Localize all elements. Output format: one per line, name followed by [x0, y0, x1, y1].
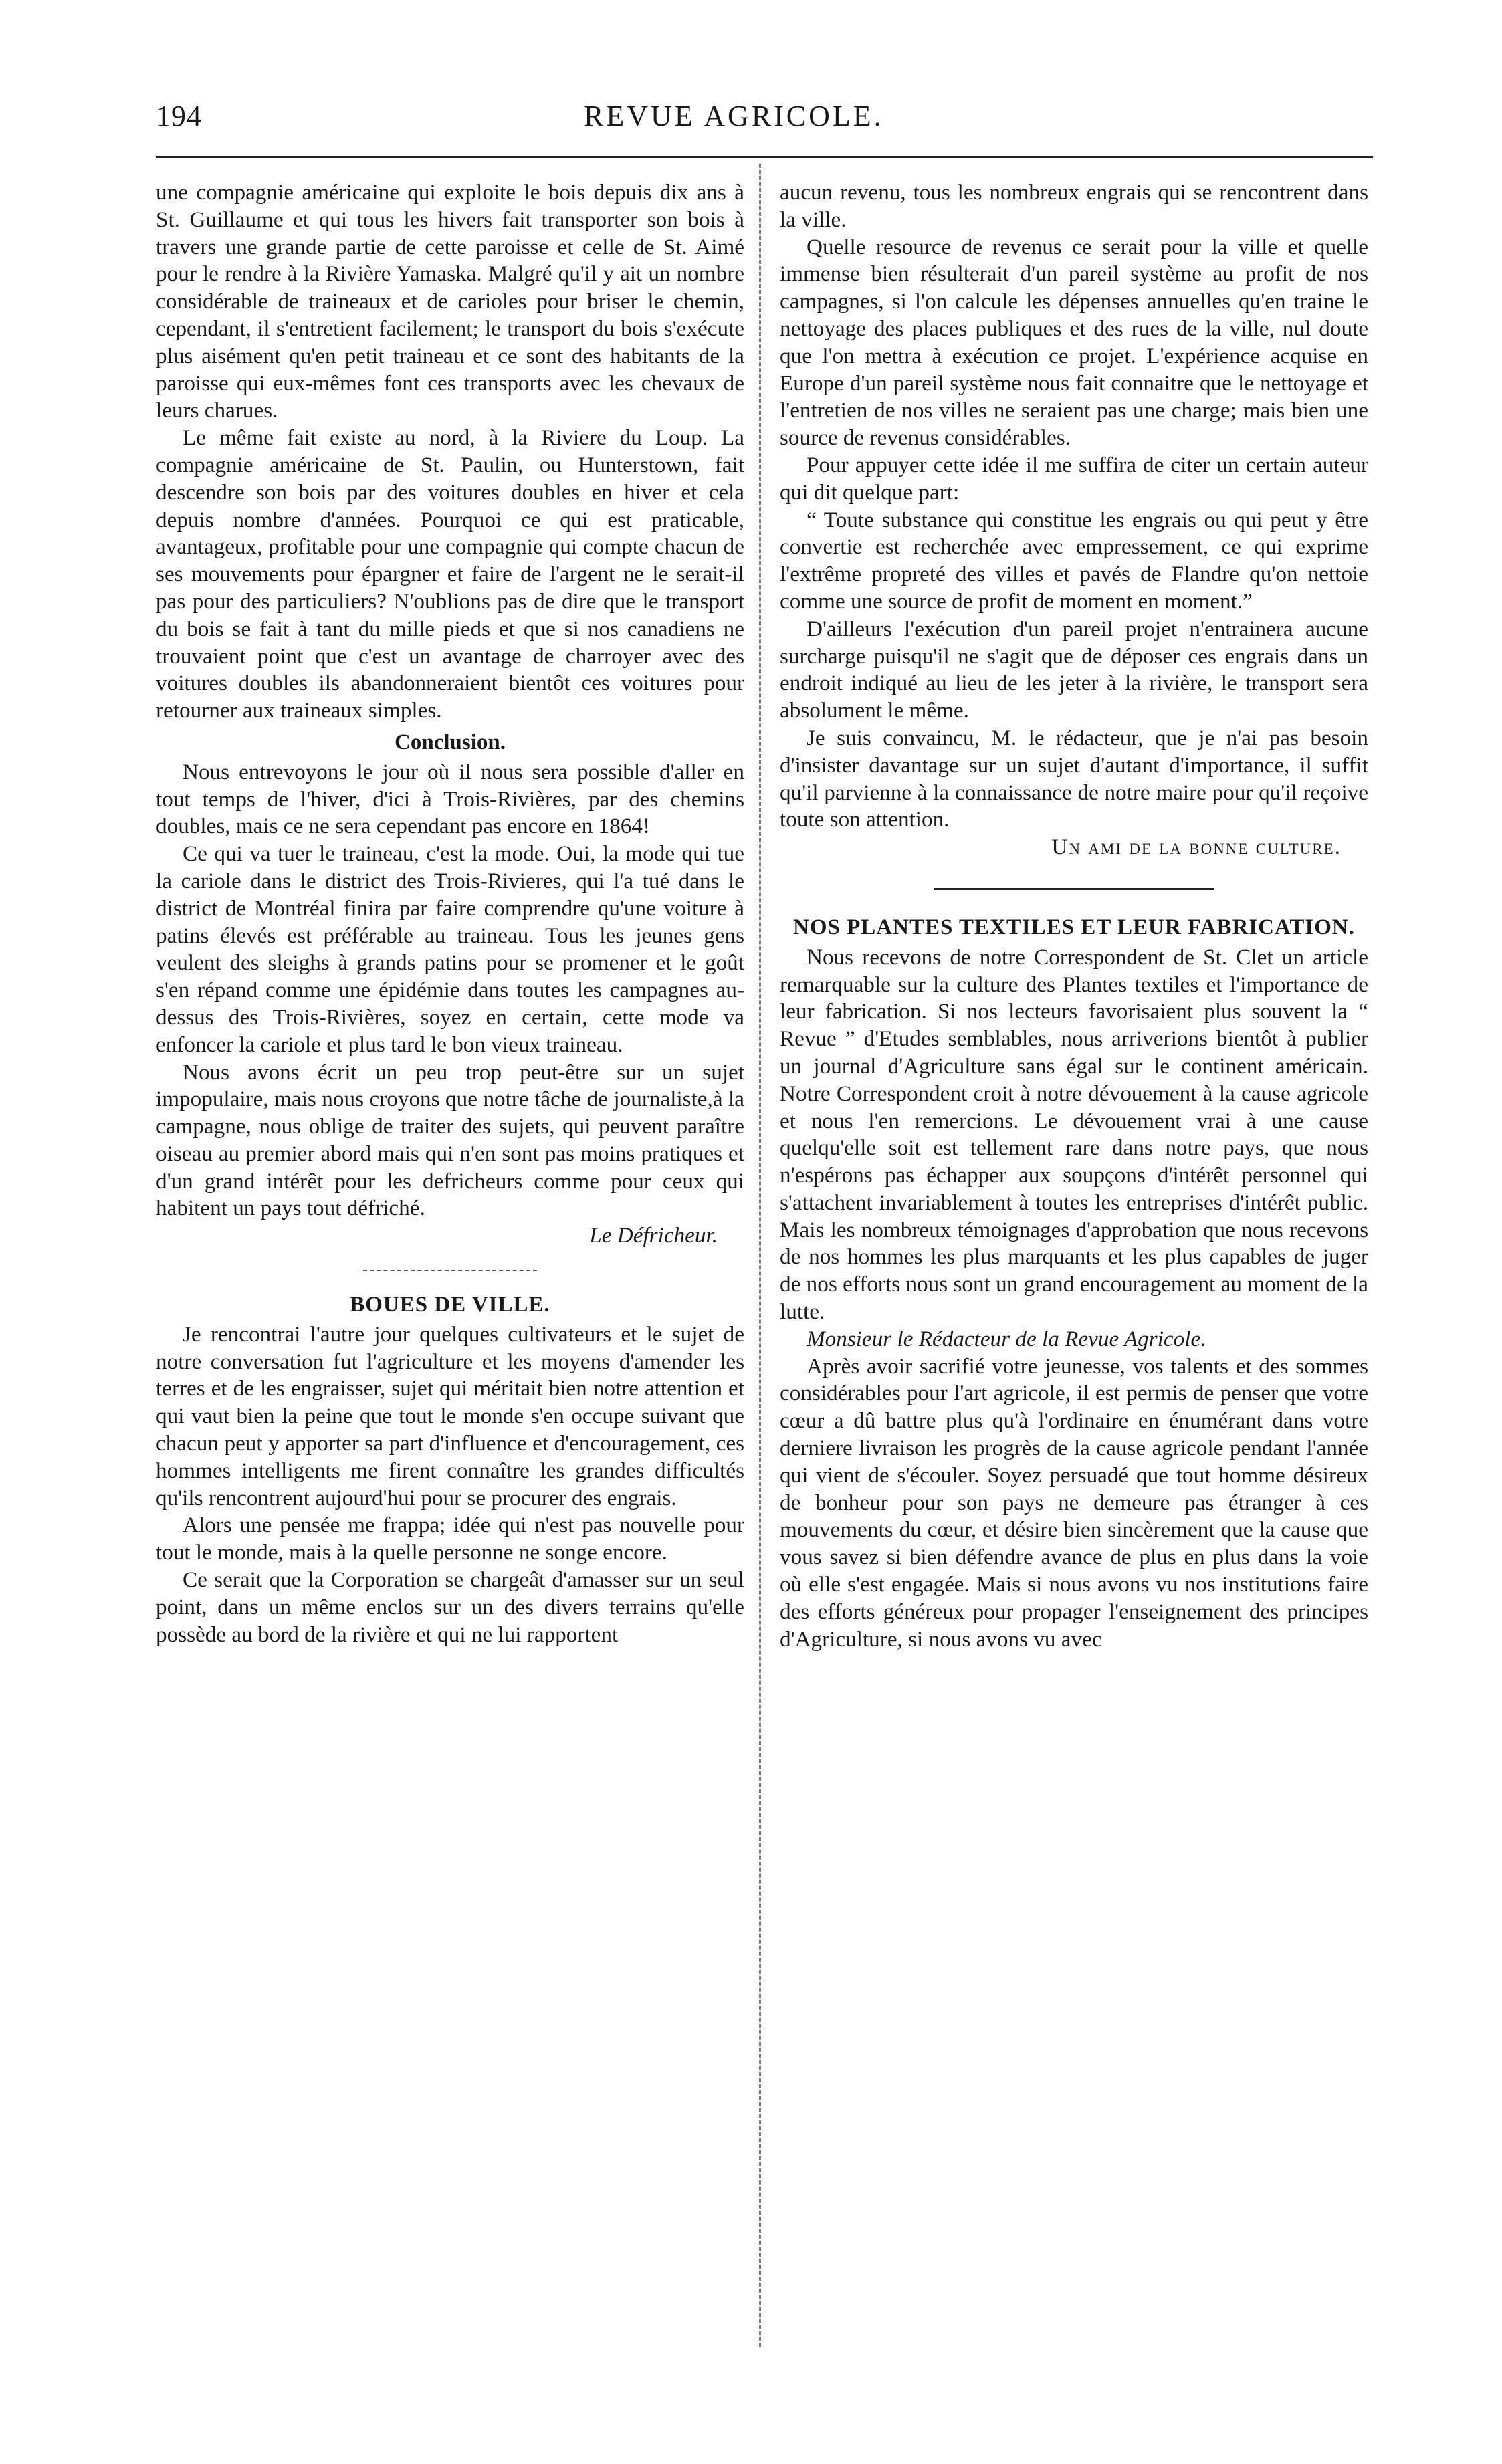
signature: Un ami de la bonne culture. [1051, 834, 1342, 860]
column-divider [759, 164, 761, 2347]
quotation: “ Toute substance qui constitue les engrais ou qui peut y être convertie est recherchée avec empressement, ce qui exprime l'extrême propreté des villes et pavés de Flandre qu'on nettoie comme une source de profit de moment en moment.” [780, 507, 1368, 614]
paragraph: Je suis convaincu, M. le rédacteur, que je n'ai pas besoin d'insister davantage sur un sujet d'autant d'importance, il suffit qu'il parvienne à la connaissance de notre maire pour qu'il reçoive toute son attention. [780, 725, 1368, 832]
page-header [156, 99, 1373, 146]
paragraph: Ce serait que la Corporation se chargeât d'amasser sur un seul point, dans un même enclos sur un des divers terrains qu'elle possède au bord de la rivière et qui ne lui rapportent [156, 1567, 744, 1647]
letter-salutation: Monsieur le Rédacteur de la Revue Agricole. [807, 1326, 1206, 1351]
paragraph: Nous avons écrit un peu trop peut-être sur un sujet impopulaire, mais nous croyons que notre tâche de journaliste,à la campagne, nous oblige de traiter des sujets, qui peuvent paraître oiseau au premier abord mais qui n'en sont pas moins pratiques et d'un grand intérêt pour les defricheurs comme pour ceux qui habitent un pays tout défriché. [156, 1059, 744, 1221]
right-column [780, 179, 1368, 1653]
paragraph: Nous entrevoyons le jour où il nous sera possible d'aller en tout temps de l'hiver, d'ici à Trois-Rivières, par des chemins doubles, mais ce ne sera cependant pas encore en 1864! [156, 759, 744, 839]
left-column [156, 179, 744, 1648]
paragraph: Pour appuyer cette idée il me suffira de citer un certain auteur qui dit quelque part: [780, 452, 1368, 505]
header-rule [156, 156, 1373, 158]
paragraph: Nous recevons de notre Correspondent de St. Clet un article remarquable sur la culture des Plantes textiles et l'importance de leur fabrication. Si nos lecteurs favorisaient plus souvent la “ Revue ” d'Etudes semblables, nous arriverions bientôt à publier un journal d'Agriculture sans égal sur le continent américain. Notre Correspondent croit à notre dévouement à la cause agricole et nous l'en remercions. Le dévouement vrai à une cause quelqu'elle soit est tellement rare dans notre pays, que nous n'espérons pas échapper aux soupçons d'intérêt personnel qui s'attachent invariablement à toutes les entreprises d'intérêt public. Mais les nombreux témoignages d'approbation que nous recevons de nos hommes les plus marquants et les plus capables de juger de nos efforts nous sont un grand encouragement au moment de la lutte. [780, 944, 1368, 1325]
paragraph: Quelle resource de revenus ce serait pour la ville et quelle immense bien résulterait d'un pareil système au profit de nos campagnes, si l'on calcule les dépenses annuelles qu'en traine le nettoyage des places publiques et des rues de la ville, nul doute que l'on mettra à exécution ce projet. L'expérience acquise en Europe d'un pareil système nous fait connaitre que le nettoyage et l'entretien de nos villes ne seraient pas une charge; mais bien une source de revenus considérables. [780, 234, 1368, 451]
paragraph: aucun revenu, tous les nombreux engrais qui se rencontrent dans la ville. [780, 180, 1368, 232]
paragraph: D'ailleurs l'exécution d'un pareil projet n'entrainera aucune surcharge puisqu'il ne s'agit que de déposer ces engrais dans un endroit indiqué au lieu de les jeter à la rivière, le transport sera absolument le même. [780, 616, 1368, 723]
section-heading-plantes-textiles: NOS PLANTES TEXTILES ET LEUR FABRICATION. [793, 915, 1355, 939]
signature: Le Défricheur. [589, 1223, 718, 1248]
paragraph: Alors une pensée me frappa; idée qui n'est pas nouvelle pour tout le monde, mais à la quelle personne ne songe encore. [156, 1513, 744, 1565]
section-heading-conclusion: Conclusion. [395, 730, 506, 754]
section-divider [363, 1270, 537, 1271]
running-title: REVUE AGRICOLE. [584, 100, 884, 132]
paragraph: Après avoir sacrifié votre jeunesse, vos talents et des sommes considérables pour l'art agricole, il est permis de penser que votre cœur a dû battre plus qu'à l'ordinaire en énumérant dans votre derniere livraison les progrès de la cause agricole pendant l'année qui vient de s'écouler. Soyez persuadé que tout homme désireux de bonheur pour son pays ne demeure pas étranger à ces mouvements du cœur, et désire bien sincèrement que la cause que vous savez si bien défendre avance de plus en plus dans la voie où elle s'est engagée. Mais si nous avons vu nos institutions faire des efforts généreux pour propager l'enseignement des principes d'Agriculture, si nous avons vu avec [780, 1353, 1368, 1652]
paragraph: Je rencontrai l'autre jour quelques cultivateurs et le sujet de notre conversation fut l'agriculture et les moyens d'amender les terres et de les engraisser, sujet qui méritait bien notre attention et qui vaut bien la peine que tout le monde s'en occupe suivant que chacun peut y apporter sa part d'influence et d'encouragement, ces hommes intelligents me firent connaître les grandes difficultés qu'ils rencontrent aujourd'hui pour se procurer des engrais. [156, 1321, 744, 1510]
section-divider [934, 888, 1214, 890]
page-number: 194 [156, 100, 202, 132]
section-heading-boues-de-ville: BOUES DE VILLE. [350, 1293, 550, 1317]
paragraph: une compagnie américaine qui exploite le bois depuis dix ans à St. Guillaume et qui tous les hivers fait transporter son bois à travers une grande partie de cette paroisse et celle de St. Aimé pour le rendre à la Rivière Yamaska. Malgré qu'il y ait un nombre considérable de traineaux et de carioles pour briser le chemin, cependant, il s'entretient facilement; le transport du bois s'exécute plus aisément qu'en petit traineau et ce sont des habitants de la paroisse qui eux-mêmes font ces transports avec les chevaux de leurs charues. [156, 180, 744, 423]
paragraph: Ce qui va tuer le traineau, c'est la mode. Oui, la mode qui tue la cariole dans le district des Trois-Rivieres, qui l'a tué dans le district de Montréal finira par faire comprendre qu'une voiture à patins élevés est préférable au traineau. Tous les jeunes gens veulent des sleighs à grands patins pour se promener et le goût s'en répand comme une épidémie dans toutes les campagnes au-dessus des Trois-Rivières, soyez en certain, cette mode va enfoncer la cariole et plus tard le bon vieux traineau. [156, 841, 744, 1057]
paragraph: Le même fait existe au nord, à la Riviere du Loup. La compagnie américaine de St. Paulin, ou Hunterstown, fait descendre son bois par des voitures doubles en hiver et cela depuis nombre d'années. Pourquoi ce qui est praticable, avantageux, profitable pour une compagnie qui compte chacun de ses mouvements pour épargner et faire de l'argent ne le serait-il pas pour des particuliers? N'oublions pas de dire que le transport du bois se fait à tant du mille pieds et que si nos canadiens ne trouvaient point que c'est un avantage de charroyer avec des voitures doubles ils abandonneraient bientôt ces voitures pour retourner aux traineaux simples. [156, 425, 744, 723]
